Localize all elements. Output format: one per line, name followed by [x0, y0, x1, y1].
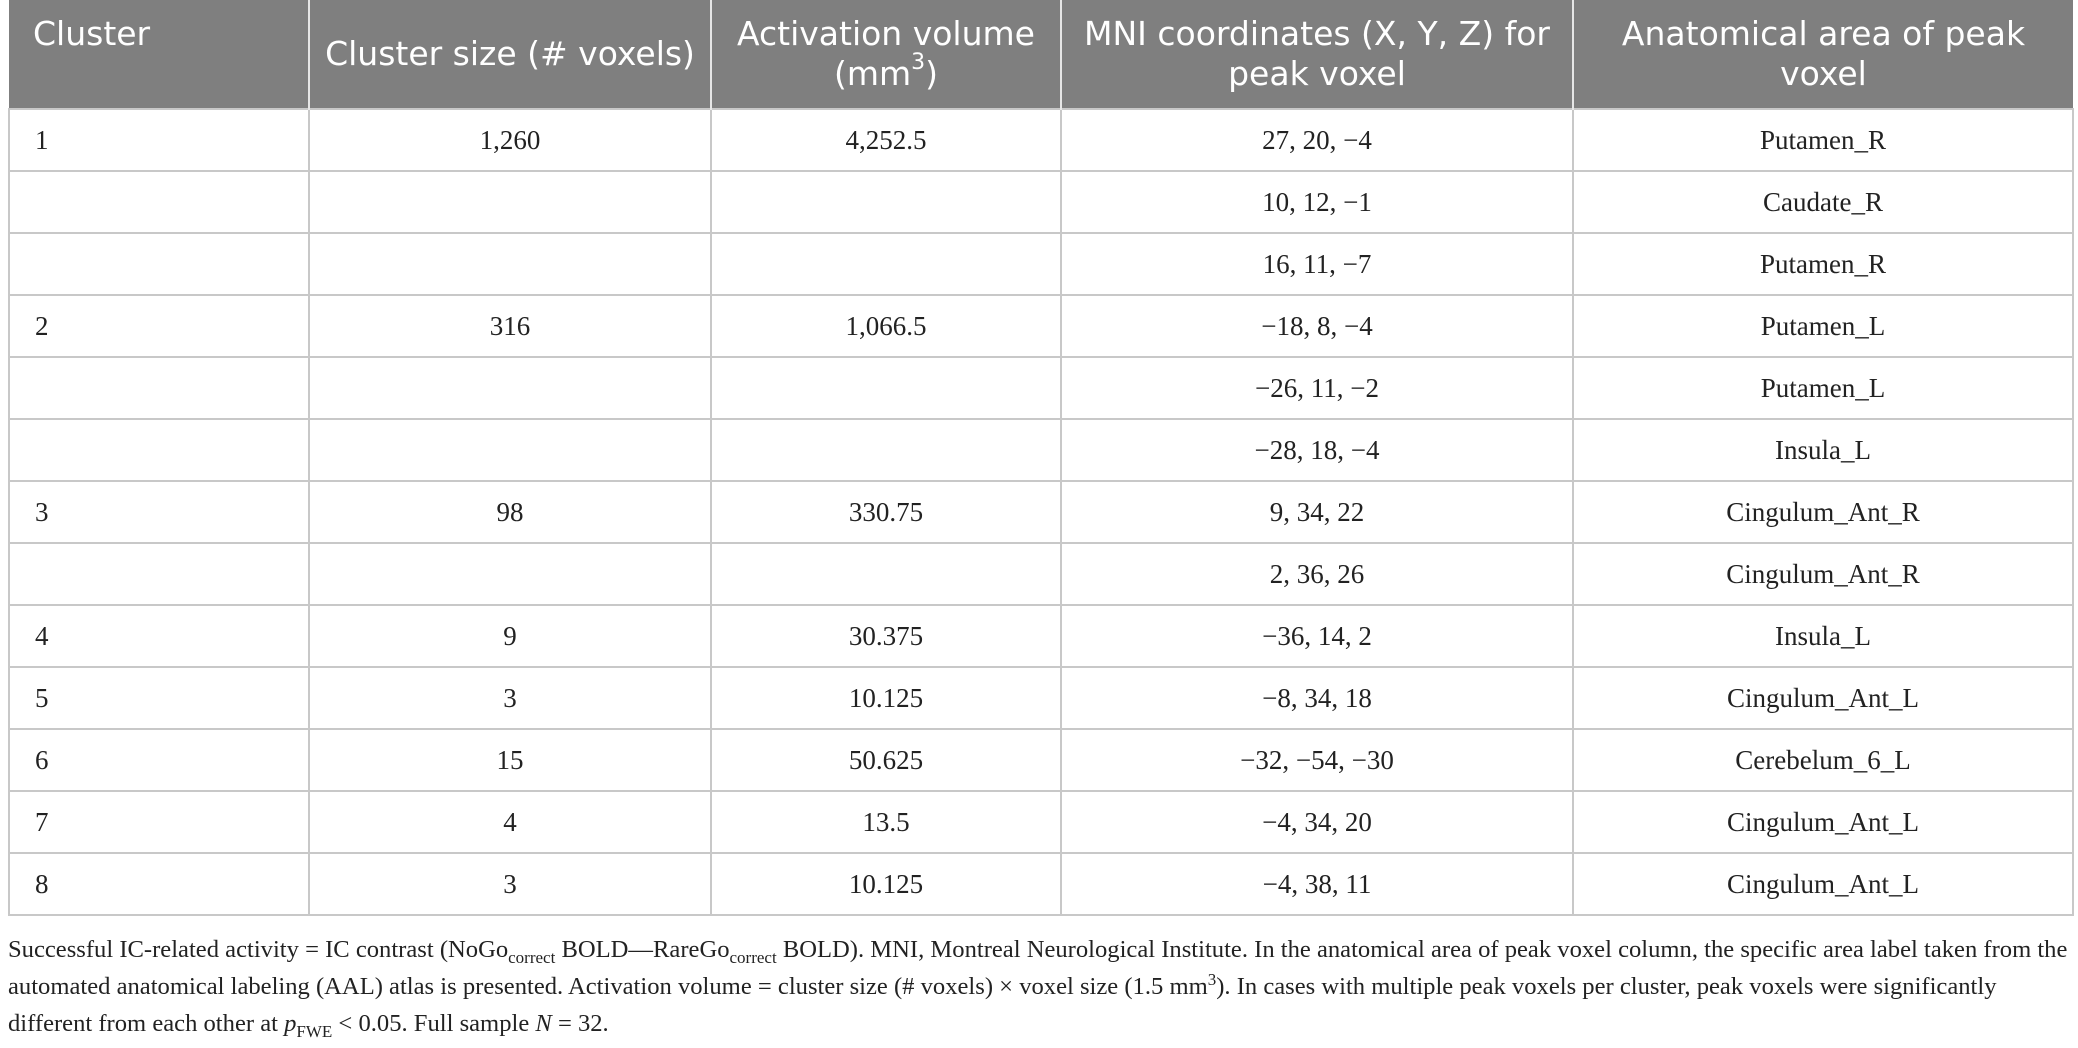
- cell-activation-volume: 13.5: [711, 791, 1061, 853]
- cell-anatomical-area: Cingulum_Ant_L: [1573, 667, 2073, 729]
- header-cluster: Cluster: [9, 0, 309, 109]
- cell-cluster: [9, 171, 309, 233]
- header-volume-text: Activation volume (mm: [737, 14, 1035, 93]
- cell-cluster-size: [309, 233, 711, 295]
- header-volume-sup: 3: [911, 50, 926, 75]
- cell-mni-coordinates: −32, −54, −30: [1061, 729, 1573, 791]
- cell-activation-volume: [711, 543, 1061, 605]
- cell-cluster: 5: [9, 667, 309, 729]
- footnote-sub-1: correct: [508, 947, 556, 967]
- table-row: [9, 419, 2073, 481]
- cell-anatomical-area: Cingulum_Ant_R: [1573, 481, 2073, 543]
- cell-anatomical-area: Putamen_L: [1573, 295, 2073, 357]
- table-row: [9, 791, 2073, 853]
- header-volume-end: ): [925, 54, 939, 93]
- cell-activation-volume: [711, 233, 1061, 295]
- cell-cluster: 2: [9, 295, 309, 357]
- cell-anatomical-area: Cerebelum_6_L: [1573, 729, 2073, 791]
- footnote-text-3: BOLD). MNI, Montreal Neurological Institute. In the anatomical area of peak voxel column, the specific area label taken from the automated anatomical labeling (AAL) atlas is presented. Activation volume = cluster size (# voxels) × voxel size (1.5 mm: [8, 936, 2068, 1000]
- cell-mni-coordinates: 27, 20, −4: [1061, 109, 1573, 171]
- cell-anatomical-area: Putamen_R: [1573, 233, 2073, 295]
- cell-cluster-size: 98: [309, 481, 711, 543]
- table-row: [9, 171, 2073, 233]
- cell-cluster-size: [309, 419, 711, 481]
- cell-mni-coordinates: −36, 14, 2: [1061, 605, 1573, 667]
- cell-cluster: 8: [9, 853, 309, 915]
- cell-anatomical-area: Insula_L: [1573, 605, 2073, 667]
- cell-activation-volume: 10.125: [711, 853, 1061, 915]
- cell-mni-coordinates: 16, 11, −7: [1061, 233, 1573, 295]
- cell-mni-coordinates: −4, 38, 11: [1061, 853, 1573, 915]
- footnote-text-1: Successful IC-related activity = IC contrast (NoGo: [8, 936, 509, 963]
- cell-mni-coordinates: −28, 18, −4: [1061, 419, 1573, 481]
- footnote-text-2: BOLD—RareGo: [555, 936, 730, 963]
- table-row: [9, 481, 2073, 543]
- cell-cluster-size: 4: [309, 791, 711, 853]
- cell-cluster: [9, 233, 309, 295]
- cell-cluster: 7: [9, 791, 309, 853]
- header-cluster-size: Cluster size (# voxels): [309, 0, 711, 109]
- cell-mni-coordinates: −18, 8, −4: [1061, 295, 1573, 357]
- table-row: [9, 357, 2073, 419]
- footnote-text-4: ). In cases with multiple peak voxels per cluster, peak voxels were significantly different from each other at: [8, 973, 1997, 1037]
- cell-mni-coordinates: −26, 11, −2: [1061, 357, 1573, 419]
- cell-anatomical-area: Insula_L: [1573, 419, 2073, 481]
- results-table-container: [8, 0, 2072, 916]
- cell-cluster: 4: [9, 605, 309, 667]
- table-row: [9, 853, 2073, 915]
- cell-anatomical-area: Cingulum_Ant_R: [1573, 543, 2073, 605]
- footnote-text-5: < 0.05. Full sample: [332, 1010, 536, 1037]
- table-row: [9, 605, 2073, 667]
- cell-activation-volume: 4,252.5: [711, 109, 1061, 171]
- cell-activation-volume: 30.375: [711, 605, 1061, 667]
- cell-anatomical-area: Caudate_R: [1573, 171, 2073, 233]
- table-row: [9, 667, 2073, 729]
- header-anatomical-area: Anatomical area of peak voxel: [1573, 0, 2073, 109]
- table-row: [9, 543, 2073, 605]
- footnote-sub-3: FWE: [296, 1021, 333, 1041]
- table-row: [9, 233, 2073, 295]
- table-row: [9, 295, 2073, 357]
- cell-cluster: [9, 543, 309, 605]
- results-table: [8, 0, 2074, 916]
- footnote-text-6: = 32.: [551, 1010, 609, 1037]
- cell-cluster: [9, 357, 309, 419]
- cell-mni-coordinates: −4, 34, 20: [1061, 791, 1573, 853]
- table-row: [9, 729, 2073, 791]
- cell-cluster-size: [309, 357, 711, 419]
- footnote-p-symbol: p: [284, 1010, 297, 1037]
- cell-activation-volume: [711, 357, 1061, 419]
- cell-mni-coordinates: −8, 34, 18: [1061, 667, 1573, 729]
- cell-activation-volume: 50.625: [711, 729, 1061, 791]
- cell-mni-coordinates: 10, 12, −1: [1061, 171, 1573, 233]
- header-row: [9, 0, 2073, 109]
- cell-cluster-size: 316: [309, 295, 711, 357]
- header-activation-volume: [711, 0, 1061, 109]
- footnote-n-symbol: N: [535, 1010, 552, 1037]
- cell-cluster-size: 9: [309, 605, 711, 667]
- cell-cluster: [9, 419, 309, 481]
- cell-cluster-size: 3: [309, 853, 711, 915]
- cell-anatomical-area: Cingulum_Ant_L: [1573, 791, 2073, 853]
- table-footnote: [8, 931, 2068, 1042]
- footnote-sup-1: 3: [1207, 969, 1217, 989]
- cell-activation-volume: 330.75: [711, 481, 1061, 543]
- cell-cluster-size: 15: [309, 729, 711, 791]
- cell-cluster-size: [309, 543, 711, 605]
- header-mni-coordinates: MNI coordinates (X, Y, Z) for peak voxel: [1061, 0, 1573, 109]
- cell-activation-volume: 1,066.5: [711, 295, 1061, 357]
- cell-cluster: 6: [9, 729, 309, 791]
- table-body: [9, 109, 2073, 915]
- cell-activation-volume: 10.125: [711, 667, 1061, 729]
- table-header: [9, 0, 2073, 109]
- table-row: [9, 109, 2073, 171]
- cell-cluster-size: [309, 171, 711, 233]
- cell-cluster: 1: [9, 109, 309, 171]
- cell-mni-coordinates: 9, 34, 22: [1061, 481, 1573, 543]
- cell-anatomical-area: Putamen_R: [1573, 109, 2073, 171]
- cell-cluster: 3: [9, 481, 309, 543]
- footnote-sub-2: correct: [729, 947, 777, 967]
- cell-anatomical-area: Cingulum_Ant_L: [1573, 853, 2073, 915]
- cell-cluster-size: 1,260: [309, 109, 711, 171]
- cell-mni-coordinates: 2, 36, 26: [1061, 543, 1573, 605]
- cell-cluster-size: 3: [309, 667, 711, 729]
- cell-activation-volume: [711, 171, 1061, 233]
- cell-activation-volume: [711, 419, 1061, 481]
- cell-anatomical-area: Putamen_L: [1573, 357, 2073, 419]
